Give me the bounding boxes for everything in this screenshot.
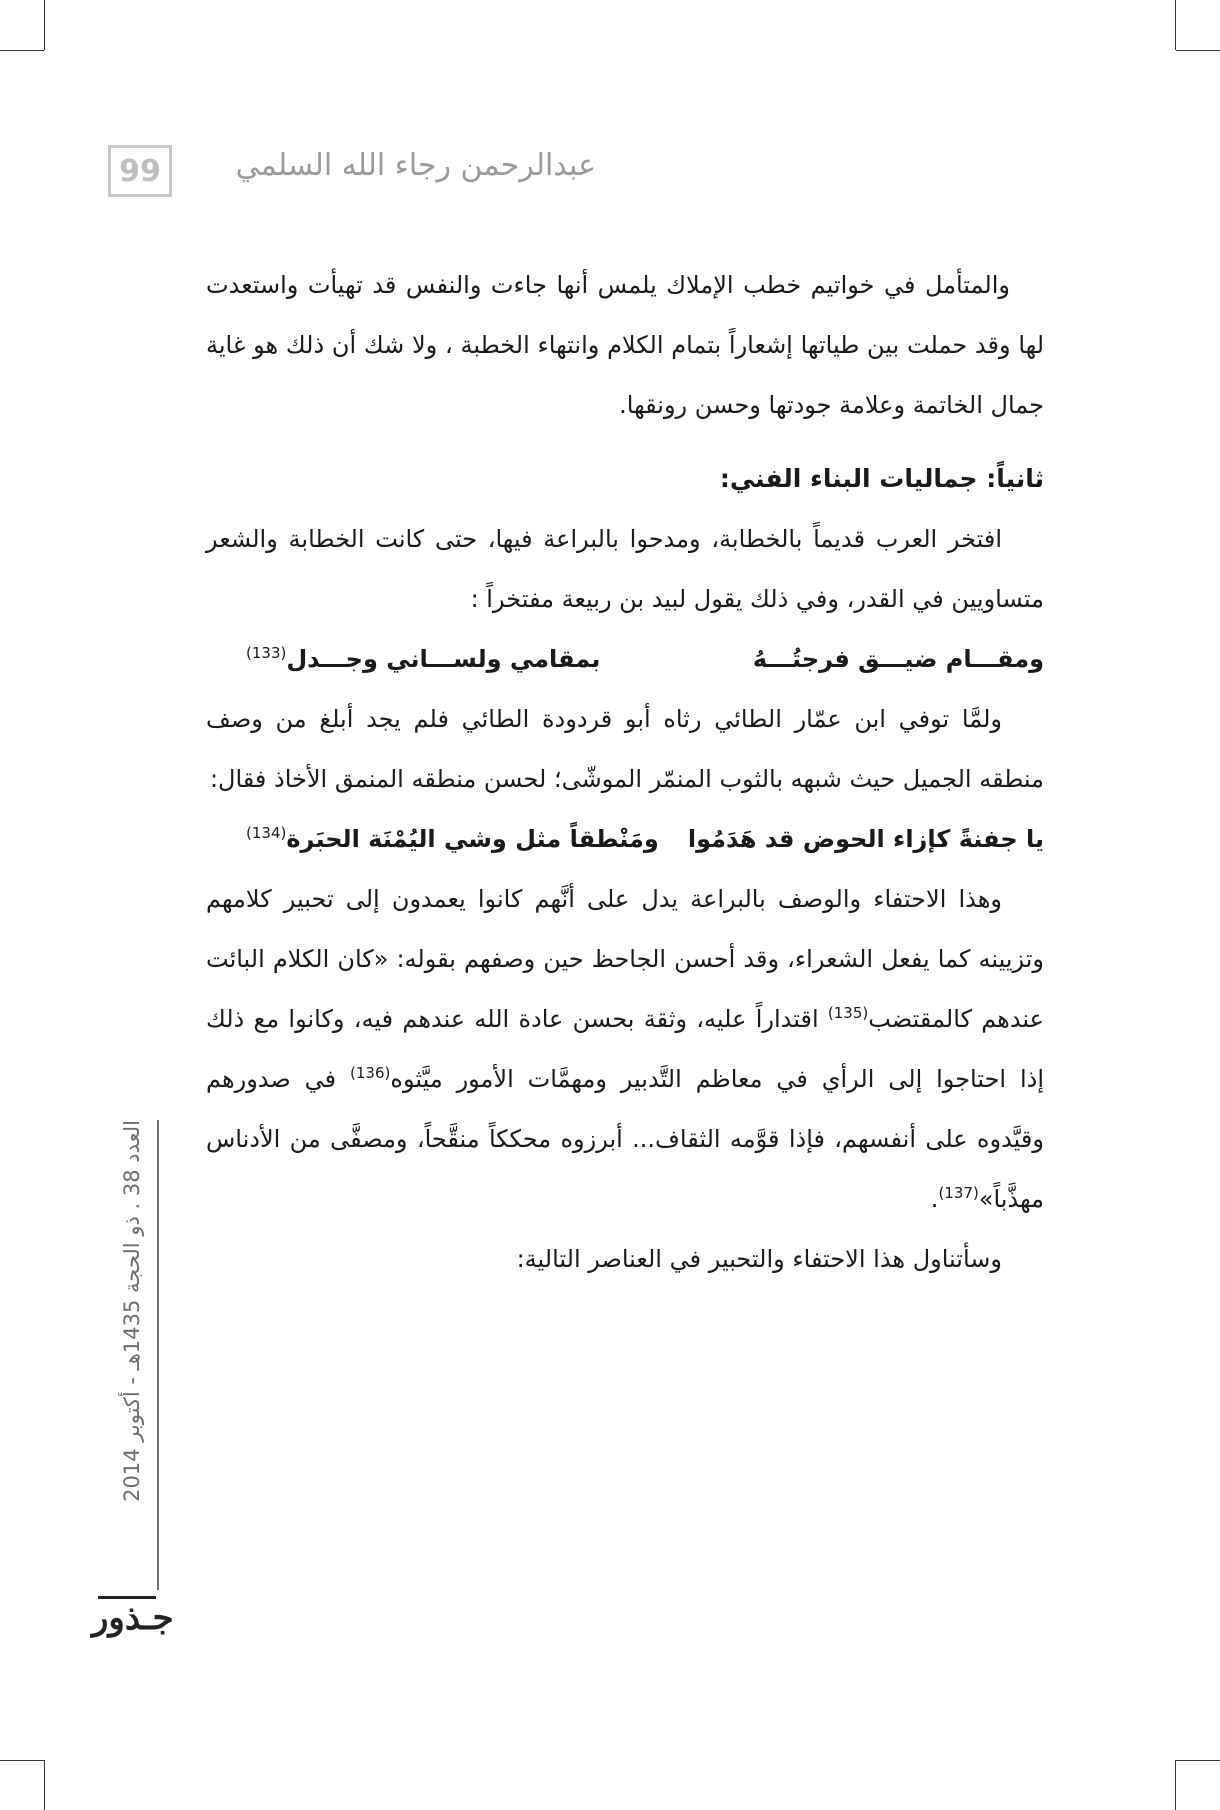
paragraph: ولمَّا توفي ابن عمّار الطائي رثاه أبو قردودة الطائي فلم يجد أبلغ من وصف منطقه الجميل حيث شبهه بالثوب المنمّر الموشّى؛ لحسن منطقه المنمق الأخاذ فقال: xyxy=(206,705,1044,793)
article-body xyxy=(206,255,1044,1289)
footnote-ref: (137) xyxy=(938,1184,979,1202)
crop-mark xyxy=(1175,0,1176,50)
page-number: 99 xyxy=(108,145,172,197)
paragraph: وسأتناول هذا الاحتفاء والتحبير في العناصر التالية: xyxy=(516,1245,1002,1273)
crop-mark xyxy=(44,1760,45,1810)
crop-mark xyxy=(1176,50,1220,51)
section-heading: ثانياً: جماليات البناء الفني: xyxy=(719,464,1044,493)
crop-mark xyxy=(1176,1760,1220,1761)
verse-second-hemistich xyxy=(246,629,600,689)
paragraph-text: وهذا الاحتفاء والوصف بالبراعة يدل على أنَّهم كانوا يعمدون إلى تحبير كلامهم وتزيينه كما يفعل الشعراء، وقد أحسن الجاحظ حين وصفهم بقوله: «كان الكلام البائت عندهم كالمقتضب xyxy=(206,885,1044,1033)
issue-sidebar xyxy=(90,1120,150,1590)
paragraph: افتخر العرب قديماً بالخطابة، ومدحوا بالبراعة فيها، حتى كانت الخطابة والشعر متساويين في القدر، وفي ذلك يقول لبيد بن ربيعة مفتخراً : xyxy=(206,525,1044,613)
footnote-ref: (134) xyxy=(246,824,287,842)
verse-first-hemistich: ومقـــام ضيـــق فرجتُـــهُ xyxy=(752,645,1044,673)
running-head-author: عبدالرحمن رجاء الله السلمي xyxy=(235,148,596,183)
crop-mark xyxy=(44,0,45,50)
paragraph-text: في صدورهم وقيَّدوه على أنفسهم، فإذا قوَّمه الثقاف... أبرزوه محككاً منقَّحاً، ومصفَّى من الأدناس مهذَّباً» xyxy=(206,1065,1044,1213)
verse-text: بمقامي ولســـاني وجـــدل xyxy=(286,645,601,673)
footnote-ref: (133) xyxy=(246,644,287,662)
paragraph: والمتأمل في خواتيم خطب الإملاك يلمس أنها جاءت والنفس قد تهيأت واستعدت لها وقد حملت بين طياتها إشعاراً بتمام الكلام وانتهاء الخطبة ، ولا شك أن ذلك هو غاية جمال الخاتمة وعلامة جودتها وحسن رونقها. xyxy=(206,271,1044,419)
crop-mark xyxy=(1175,1760,1176,1810)
sidebar-divider xyxy=(157,1120,159,1590)
poetry-verse xyxy=(206,629,1044,689)
verse-text: ومَنْطقاً مثل وشي اليُمْنَة الحبَرة xyxy=(286,825,659,853)
paragraph-text: . xyxy=(930,1185,939,1213)
issue-info: العدد 38 . ذو الحجة 1435هـ - أكتوبر 2014 xyxy=(120,1120,144,1502)
footnote-ref: (136) xyxy=(350,1064,391,1082)
journal-logo: جـذور xyxy=(92,1598,174,1638)
poetry-verse xyxy=(206,809,1044,869)
crop-mark xyxy=(0,1760,44,1761)
verse-second-hemistich xyxy=(246,809,659,869)
verse-first-hemistich: يا جفنةً كإزاء الحوض قد هَدَمُوا xyxy=(687,825,1044,853)
paragraph-text: اقتداراً عليه، وثقة بحسن عادة الله عندهم فيه، وكانوا مع ذلك إذا احتاجوا إلى الرأي في معاظم التَّدبير ومهمَّات الأمور ميَّثوه xyxy=(206,1005,1044,1093)
footnote-ref: (135) xyxy=(827,1004,869,1022)
crop-mark xyxy=(0,50,44,51)
paragraph xyxy=(206,869,1044,1229)
